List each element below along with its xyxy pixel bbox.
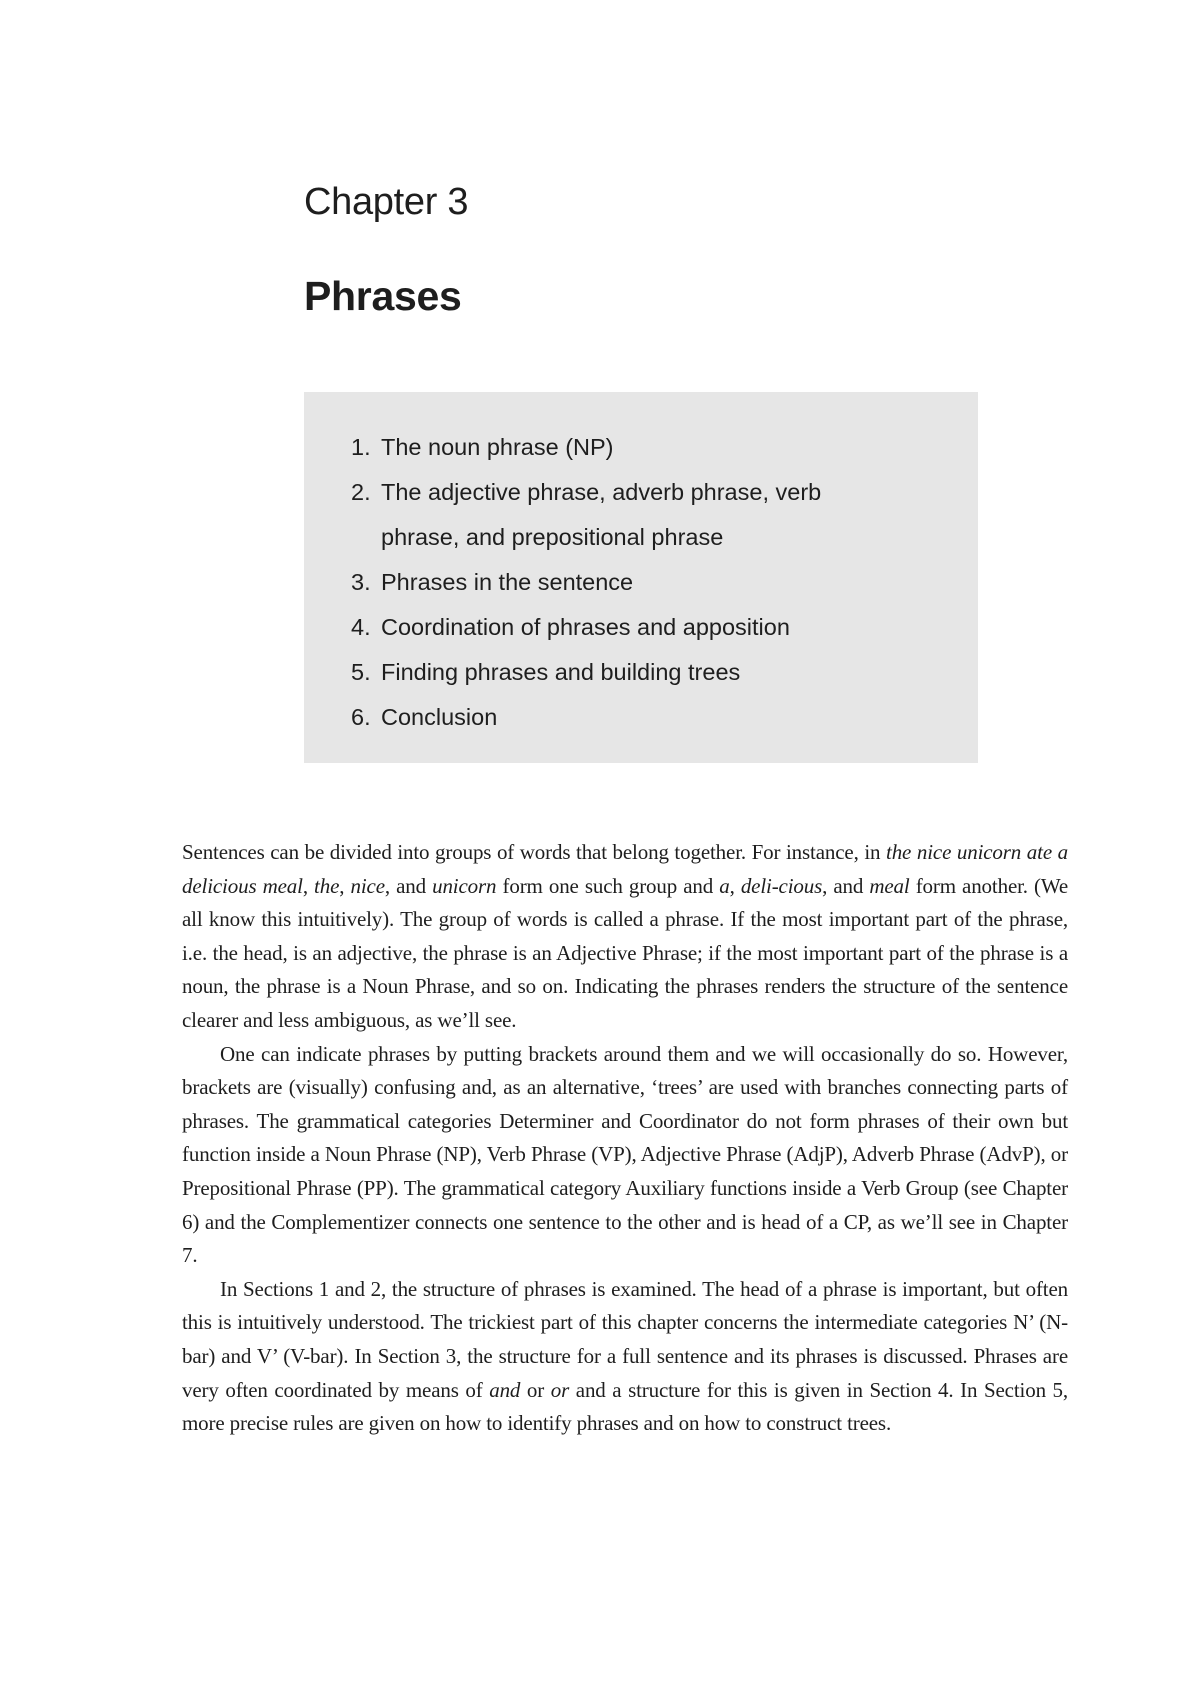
italic-example: nice <box>350 873 385 898</box>
body-paragraph-3 <box>182 1273 1068 1441</box>
contents-item-text: Conclusion <box>381 704 498 730</box>
italic-example: meal <box>869 873 910 898</box>
italic-example: deli-cious <box>740 873 823 898</box>
text-run: , and <box>384 873 433 898</box>
contents-item-number: 3. <box>351 569 371 595</box>
italic-example: and <box>489 1377 521 1402</box>
contents-item <box>351 695 978 740</box>
text-run: , and <box>822 873 870 898</box>
text-run: , <box>729 873 741 898</box>
contents-item-text: Phrases in the sentence <box>381 569 634 595</box>
contents-item <box>351 650 978 695</box>
text-run: , <box>302 873 315 898</box>
contents-item-number: 4. <box>351 614 371 640</box>
contents-item <box>351 470 978 560</box>
contents-item-text: The adjective phrase, adverb phrase, verb phrase, and prepositional phrase <box>381 479 822 550</box>
italic-example: a <box>719 873 730 898</box>
contents-item-text: Coordination of phrases and apposition <box>381 614 790 640</box>
body-paragraph-2: One can indicate phrases by putting brackets around them and we will occasionally do so. However, brackets are (visually) confusing and, as an alternative, ‘trees’ are used with branches connecting parts of phrases. The grammatical categories Determiner and Coordinator do not form phrases of their own but function inside a Noun Phrase (NP), Verb Phrase (VP), Adjective Phrase (AdjP), Adverb Phrase (AdvP), or Prepositional Phrase (PP). The grammatical category Auxiliary functions inside a Verb Group (see Chapter 6) and the Complementizer connects one sentence to the other and is head of a CP, as we’ll see in Chapter 7. <box>182 1041 1068 1268</box>
chapter-contents-list <box>351 425 978 740</box>
text-run: , <box>339 873 351 898</box>
contents-item-number: 1. <box>351 434 371 460</box>
contents-item-number: 5. <box>351 659 371 685</box>
italic-example: the nice unicorn ate a delicious meal <box>182 840 1068 898</box>
chapter-contents-box <box>304 392 978 763</box>
contents-item <box>351 605 978 650</box>
italic-example: or <box>550 1377 570 1402</box>
chapter-label: Chapter 3 <box>304 181 469 223</box>
contents-item-number: 2. <box>351 479 371 505</box>
contents-item-text: Finding phrases and building trees <box>381 659 741 685</box>
text-run: or <box>520 1377 551 1402</box>
contents-item <box>351 425 978 470</box>
text-run: Sentences can be divided into groups of words that belong together. For instance, in <box>182 840 887 864</box>
contents-item <box>351 560 978 605</box>
contents-item-number: 6. <box>351 704 371 730</box>
text-run: In Sections 1 and 2, the structure of phrases is examined. The head of a phrase is important, but often this is intuitively understood. The trickiest part of this chapter concerns the intermediate categories N’ (N-bar) and V’ (V-bar). In Section 3, the structure for a full sentence and its phrases is discussed. Phrases are very often coordinated by means of <box>182 1276 1068 1402</box>
text-run: form one such group and <box>496 873 720 898</box>
italic-example: unicorn <box>432 873 497 898</box>
body-text <box>182 836 1068 1441</box>
text-run: and a structure for this is given in Section 4. In Section 5, more precise rules are given on how to identify phrases and on how to construct trees. <box>182 1377 1069 1436</box>
body-paragraph-1 <box>182 836 1068 1038</box>
italic-example: the <box>314 873 340 898</box>
contents-item-text: The noun phrase (NP) <box>381 434 614 460</box>
text-run: form another. (We all know this intuitively). The group of words is called a phrase. If the most important part of the phrase, i.e. the head, is an adjective, the phrase is an Adjective Phrase; if the most important part of the phrase is a noun, the phrase is a Noun Phrase, and so on. Indicating the phrases renders the structure of the sentence clearer and less ambiguous, as we’ll see. <box>182 873 1069 1032</box>
chapter-title: Phrases <box>304 273 462 319</box>
